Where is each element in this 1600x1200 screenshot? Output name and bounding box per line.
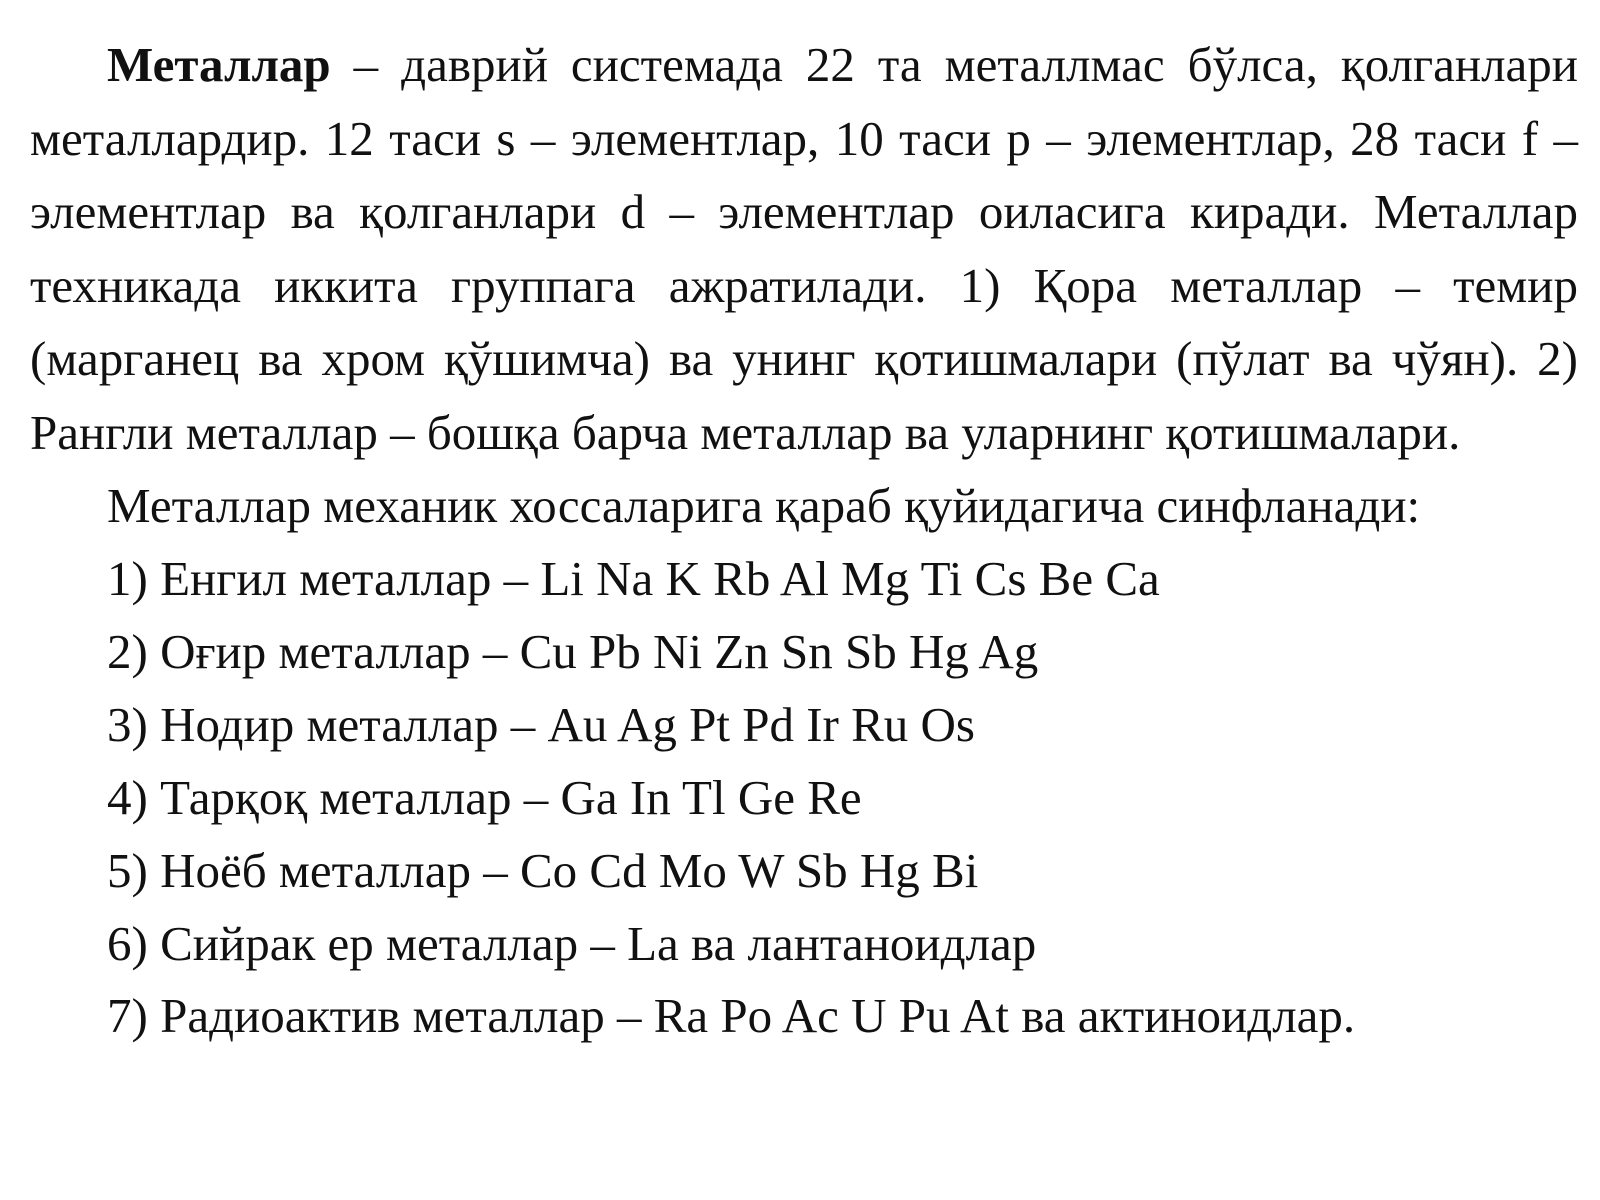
list-item-rare-earth-metals: 6) Сийрак ер металлар – La ва лантаноидлар [107,916,1037,971]
classification-list [30,542,1578,1048]
list-item-scattered-metals: 4) Тарқоқ металлар – Ga In Tl Ge Re [107,770,862,825]
list-item-light-metals: 1) Енгил металлар – Li Na K Rb Al Mg Ti Cs Be Ca [107,551,1160,606]
list-item-heavy-metals: 2) Оғир металлар – Cu Pb Ni Zn Sn Sb Hg Ag [107,624,1039,679]
term-metals: Металлар [107,37,331,92]
list-item-rare-metals: 5) Ноёб металлар – Co Cd Mo W Sb Hg Bi [107,843,979,898]
classification-intro: Металлар механик хоссаларига қараб қуйидагича синфланади: [107,478,1421,533]
list-item-noble-metals: 3) Нодир металлар – Au Ag Pt Pd Ir Ru Os [107,697,976,752]
document-page [30,28,1578,1048]
metals-definition-paragraph [30,28,1578,469]
definition-text: – даврий системада 22 та металлмас бўлса, қолганлари металлардир. 12 таси s – элементлар, 10 таси p – элементлар, 28 таси f – элементлар ва қолганлари d – элементлар оиласига киради. Металлар техникада иккита группага ажратилади. 1) Қора металлар – темир (марганец ва хром қўшимча) ва унинг қотишмалари (пўлат ва чўян). 2) Рангли металлар – бошқа барча металлар ва уларнинг қотишмалари. [30,37,1578,460]
list-item-radioactive-metals: 7) Радиоактив металлар – Ra Po Ac U Pu At ва актиноидлар. [107,988,1356,1043]
